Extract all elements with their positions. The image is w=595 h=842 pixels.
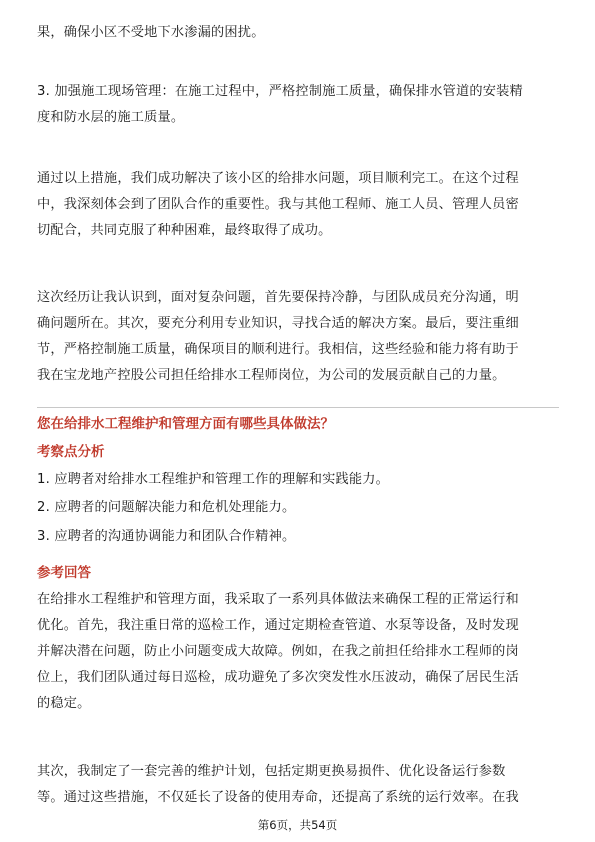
text-line: 等。通过这些措施，不仅延长了设备的使用寿命，还提高了系统的运行效率。在我 (37, 790, 519, 805)
analysis-item: 2. 应聘者的问题解决能力和危机处理能力。 (37, 500, 296, 515)
section-divider (37, 407, 559, 408)
text-line: 在给排水工程维护和管理方面，我采取了一系列具体做法来确保工程的正常运行和 (37, 592, 519, 607)
intro-paragraph (37, 20, 559, 46)
step3-paragraph (37, 79, 559, 131)
analysis-heading: 考察点分析 (37, 444, 105, 460)
text-line: 这次经历让我认识到，面对复杂问题，首先要保持冷静，与团队成员充分沟通，明 (37, 290, 519, 305)
text-line: 度和防水层的施工质量。 (37, 110, 185, 125)
result-paragraph (37, 166, 559, 244)
text-line: 节，严格控制施工质量，确保项目的顺利进行。我相信，这些经验和能力将有助于 (37, 342, 519, 357)
text-line: 3. 加强施工现场管理：在施工过程中，严格控制施工质量，确保排水管道的安装精 (37, 84, 523, 99)
analysis-item: 3. 应聘者的沟通协调能力和团队合作精神。 (37, 529, 296, 544)
answer-heading: 参考回答 (37, 565, 91, 581)
text-line: 其次，我制定了一套完善的维护计划，包括定期更换易损件、优化设备运行参数 (37, 764, 506, 779)
text-line: 确问题所在。其次，要充分利用专业知识，寻找合适的解决方案。最后，要注重细 (37, 316, 519, 331)
text-line: 的稳定。 (37, 696, 91, 711)
analysis-item: 1. 应聘者对给排水工程维护和管理工作的理解和实践能力。 (37, 472, 390, 487)
answer-paragraph-1 (37, 587, 559, 717)
text-line: 我在宝龙地产控股公司担任给排水工程师岗位，为公司的发展贡献自己的力量。 (37, 368, 506, 383)
text-line: 优化。首先，我注重日常的巡检工作，通过定期检查管道、水泵等设备，及时发现 (37, 618, 519, 633)
page-number: 第6页，共54页 (257, 818, 338, 832)
interview-question: 您在给排水工程维护和管理方面有哪些具体做法？ (37, 416, 334, 432)
text-line: 位上，我们团队通过每日巡检，成功避免了多次突发性水压波动，确保了居民生活 (37, 670, 519, 685)
text-line: 切配合，共同克服了种种困难，最终取得了成功。 (37, 223, 332, 238)
text-line: 果，确保小区不受地下水渗漏的困扰。 (37, 25, 265, 40)
text-line: 并解决潜在问题，防止小问题变成大故障。例如，在我之前担任给排水工程师的岗 (37, 644, 519, 659)
lesson-paragraph (37, 285, 559, 389)
text-line: 中，我深刻体会到了团队合作的重要性。我与其他工程师、施工人员、管理人员密 (37, 197, 519, 212)
text-line: 通过以上措施，我们成功解决了该小区的给排水问题，项目顺利完工。在这个过程 (37, 171, 519, 186)
answer-paragraph-2 (37, 759, 559, 811)
